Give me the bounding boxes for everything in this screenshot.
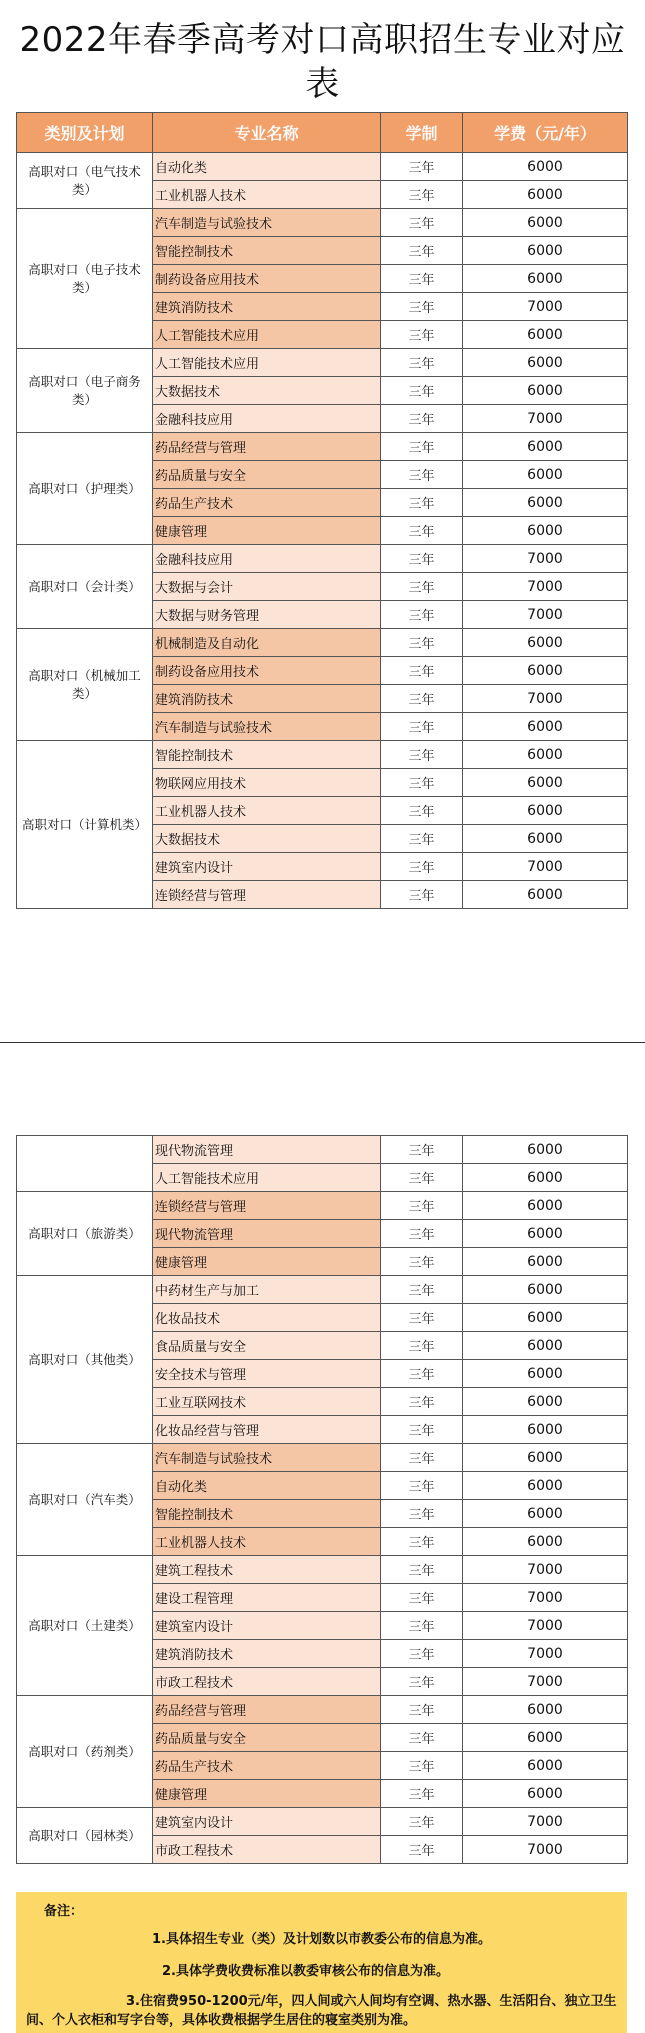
fee-cell: 6000 [463, 321, 628, 349]
duration-cell: 三年 [381, 1444, 463, 1472]
duration-cell: 三年 [381, 1360, 463, 1388]
table-row [17, 1276, 628, 1304]
duration-cell: 三年 [381, 1668, 463, 1696]
duration-cell: 三年 [381, 713, 463, 741]
page-title [0, 18, 645, 106]
fee-cell: 6000 [463, 461, 628, 489]
major-name-cell: 化妆品技术 [153, 1304, 381, 1332]
duration-cell: 三年 [381, 741, 463, 769]
duration-cell: 三年 [381, 1584, 463, 1612]
fee-cell: 7000 [463, 573, 628, 601]
duration-cell: 三年 [381, 489, 463, 517]
duration-cell: 三年 [381, 209, 463, 237]
major-name-cell: 金融科技应用 [153, 545, 381, 573]
major-name-cell: 药品生产技术 [153, 489, 381, 517]
duration-cell: 三年 [381, 881, 463, 909]
fee-cell: 6000 [463, 1164, 628, 1192]
duration-cell: 三年 [381, 237, 463, 265]
duration-cell: 三年 [381, 377, 463, 405]
fee-cell: 6000 [463, 1696, 628, 1724]
major-name-cell: 工业机器人技术 [153, 1528, 381, 1556]
duration-cell: 三年 [381, 461, 463, 489]
major-name-cell: 工业机器人技术 [153, 181, 381, 209]
fee-cell: 6000 [463, 713, 628, 741]
major-name-cell: 建筑工程技术 [153, 1556, 381, 1584]
duration-cell: 三年 [381, 825, 463, 853]
fee-cell: 6000 [463, 1472, 628, 1500]
category-cell [17, 1136, 153, 1192]
major-name-cell: 建筑消防技术 [153, 293, 381, 321]
major-name-cell: 人工智能技术应用 [153, 321, 381, 349]
table-header-row [17, 113, 628, 153]
major-name-cell: 建筑消防技术 [153, 1640, 381, 1668]
major-name-cell: 建设工程管理 [153, 1584, 381, 1612]
major-name-cell: 大数据技术 [153, 377, 381, 405]
major-name-cell: 自动化类 [153, 153, 381, 181]
table-row [17, 1444, 628, 1472]
major-name-cell: 工业互联网技术 [153, 1388, 381, 1416]
fee-cell: 6000 [463, 1304, 628, 1332]
duration-cell: 三年 [381, 1416, 463, 1444]
major-name-cell: 自动化类 [153, 1472, 381, 1500]
fee-cell: 6000 [463, 1360, 628, 1388]
major-name-cell: 药品经营与管理 [153, 433, 381, 461]
duration-cell: 三年 [381, 1528, 463, 1556]
note-item-1: 1.具体招生专业（类）及计划数以市教委公布的信息为准。 [152, 1932, 491, 1947]
table-body-2 [17, 1136, 628, 1864]
title-line-1: 2022年春季高考对口高职招生专业对应 [19, 20, 626, 60]
category-cell: 高职对口（电子技术类） [17, 209, 153, 349]
major-name-cell: 智能控制技术 [153, 741, 381, 769]
fee-cell: 6000 [463, 1724, 628, 1752]
fee-cell: 7000 [463, 1584, 628, 1612]
duration-cell: 三年 [381, 1500, 463, 1528]
fee-cell: 6000 [463, 1528, 628, 1556]
duration-cell: 三年 [381, 1808, 463, 1836]
major-name-cell: 大数据与财务管理 [153, 601, 381, 629]
fee-cell: 6000 [463, 1276, 628, 1304]
fee-cell: 6000 [463, 797, 628, 825]
category-cell: 高职对口（旅游类） [17, 1192, 153, 1276]
fee-cell: 7000 [463, 1668, 628, 1696]
table-row [17, 1136, 628, 1164]
category-cell: 高职对口（计算机类） [17, 741, 153, 909]
major-name-cell: 健康管理 [153, 517, 381, 545]
major-name-cell: 大数据技术 [153, 825, 381, 853]
fee-cell: 6000 [463, 1220, 628, 1248]
table-page-2 [16, 1135, 627, 1864]
table-row [17, 741, 628, 769]
duration-cell: 三年 [381, 1388, 463, 1416]
fee-cell: 7000 [463, 405, 628, 433]
fee-cell: 6000 [463, 1332, 628, 1360]
major-name-cell: 汽车制造与试验技术 [153, 1444, 381, 1472]
page-divider [0, 1042, 645, 1043]
category-cell: 高职对口（机械加工类） [17, 629, 153, 741]
duration-cell: 三年 [381, 349, 463, 377]
fee-cell: 6000 [463, 769, 628, 797]
duration-cell: 三年 [381, 1752, 463, 1780]
fee-cell: 6000 [463, 489, 628, 517]
fee-cell: 6000 [463, 1136, 628, 1164]
table-row [17, 1696, 628, 1724]
major-name-cell: 制药设备应用技术 [153, 265, 381, 293]
major-name-cell: 市政工程技术 [153, 1836, 381, 1864]
fee-cell: 6000 [463, 1500, 628, 1528]
duration-cell: 三年 [381, 1472, 463, 1500]
duration-cell: 三年 [381, 1332, 463, 1360]
fee-cell: 6000 [463, 433, 628, 461]
duration-cell: 三年 [381, 797, 463, 825]
duration-cell: 三年 [381, 1276, 463, 1304]
table-page-1 [16, 112, 627, 909]
category-cell: 高职对口（其他类） [17, 1276, 153, 1444]
fee-cell: 7000 [463, 1640, 628, 1668]
duration-cell: 三年 [381, 265, 463, 293]
category-cell: 高职对口（护理类） [17, 433, 153, 545]
major-name-cell: 连锁经营与管理 [153, 881, 381, 909]
header-fee: 学费（元/年） [463, 113, 628, 153]
fee-cell: 6000 [463, 825, 628, 853]
duration-cell: 三年 [381, 853, 463, 881]
duration-cell: 三年 [381, 1192, 463, 1220]
major-name-cell: 化妆品经营与管理 [153, 1416, 381, 1444]
duration-cell: 三年 [381, 517, 463, 545]
major-name-cell: 建筑室内设计 [153, 1808, 381, 1836]
fee-cell: 6000 [463, 881, 628, 909]
major-name-cell: 连锁经营与管理 [153, 1192, 381, 1220]
major-name-cell: 汽车制造与试验技术 [153, 713, 381, 741]
duration-cell: 三年 [381, 181, 463, 209]
fee-cell: 6000 [463, 1444, 628, 1472]
fee-cell: 7000 [463, 853, 628, 881]
major-name-cell: 安全技术与管理 [153, 1360, 381, 1388]
table-row [17, 153, 628, 181]
fee-cell: 7000 [463, 1836, 628, 1864]
major-name-cell: 人工智能技术应用 [153, 349, 381, 377]
major-name-cell: 智能控制技术 [153, 1500, 381, 1528]
fee-cell: 7000 [463, 545, 628, 573]
fee-cell: 6000 [463, 265, 628, 293]
duration-cell: 三年 [381, 1836, 463, 1864]
major-name-cell: 人工智能技术应用 [153, 1164, 381, 1192]
fee-cell: 6000 [463, 1388, 628, 1416]
major-name-cell: 建筑室内设计 [153, 853, 381, 881]
major-name-cell: 大数据与会计 [153, 573, 381, 601]
category-cell: 高职对口（药剂类） [17, 1696, 153, 1808]
table-row [17, 209, 628, 237]
note-item-2: 2.具体学费收费标准以教委审核公布的信息为准。 [162, 1964, 449, 1979]
major-name-cell: 药品质量与安全 [153, 461, 381, 489]
major-name-cell: 建筑消防技术 [153, 685, 381, 713]
table-row [17, 349, 628, 377]
fee-cell: 7000 [463, 601, 628, 629]
duration-cell: 三年 [381, 573, 463, 601]
fee-cell: 7000 [463, 685, 628, 713]
table-body-1 [17, 153, 628, 909]
duration-cell: 三年 [381, 1248, 463, 1276]
fee-cell: 6000 [463, 237, 628, 265]
duration-cell: 三年 [381, 293, 463, 321]
duration-cell: 三年 [381, 1220, 463, 1248]
fee-cell: 6000 [463, 153, 628, 181]
category-cell: 高职对口（电气技术类） [17, 153, 153, 209]
duration-cell: 三年 [381, 1304, 463, 1332]
duration-cell: 三年 [381, 1696, 463, 1724]
major-name-cell: 健康管理 [153, 1248, 381, 1276]
fee-cell: 6000 [463, 349, 628, 377]
major-name-cell: 中药材生产与加工 [153, 1276, 381, 1304]
duration-cell: 三年 [381, 1556, 463, 1584]
fee-cell: 6000 [463, 629, 628, 657]
major-name-cell: 现代物流管理 [153, 1220, 381, 1248]
category-cell: 高职对口（园林类） [17, 1808, 153, 1864]
fee-cell: 6000 [463, 1752, 628, 1780]
duration-cell: 三年 [381, 433, 463, 461]
duration-cell: 三年 [381, 1612, 463, 1640]
fee-cell: 7000 [463, 1808, 628, 1836]
category-cell: 高职对口（会计类） [17, 545, 153, 629]
majors-table-1 [16, 112, 628, 909]
major-name-cell: 市政工程技术 [153, 1668, 381, 1696]
notes-panel [16, 1892, 627, 2033]
fee-cell: 6000 [463, 1780, 628, 1808]
fee-cell: 6000 [463, 377, 628, 405]
major-name-cell: 机械制造及自动化 [153, 629, 381, 657]
fee-cell: 7000 [463, 293, 628, 321]
major-name-cell: 现代物流管理 [153, 1136, 381, 1164]
duration-cell: 三年 [381, 601, 463, 629]
category-cell: 高职对口（土建类） [17, 1556, 153, 1696]
duration-cell: 三年 [381, 1724, 463, 1752]
table-row [17, 545, 628, 573]
fee-cell: 6000 [463, 1248, 628, 1276]
major-name-cell: 建筑室内设计 [153, 1612, 381, 1640]
table-row [17, 433, 628, 461]
header-category: 类别及计划 [17, 113, 153, 153]
duration-cell: 三年 [381, 1640, 463, 1668]
duration-cell: 三年 [381, 545, 463, 573]
category-cell: 高职对口（电子商务类） [17, 349, 153, 433]
category-cell: 高职对口（汽车类） [17, 1444, 153, 1556]
major-name-cell: 金融科技应用 [153, 405, 381, 433]
fee-cell: 6000 [463, 741, 628, 769]
table-row [17, 629, 628, 657]
duration-cell: 三年 [381, 321, 463, 349]
fee-cell: 7000 [463, 1612, 628, 1640]
major-name-cell: 食品质量与安全 [153, 1332, 381, 1360]
duration-cell: 三年 [381, 1164, 463, 1192]
duration-cell: 三年 [381, 153, 463, 181]
fee-cell: 6000 [463, 657, 628, 685]
duration-cell: 三年 [381, 1780, 463, 1808]
major-name-cell: 工业机器人技术 [153, 797, 381, 825]
fee-cell: 6000 [463, 1192, 628, 1220]
header-duration: 学制 [381, 113, 463, 153]
fee-cell: 6000 [463, 209, 628, 237]
table-row [17, 1556, 628, 1584]
notes-header: 备注： [44, 1904, 84, 1919]
major-name-cell: 健康管理 [153, 1780, 381, 1808]
fee-cell: 6000 [463, 181, 628, 209]
fee-cell: 6000 [463, 1416, 628, 1444]
major-name-cell: 制药设备应用技术 [153, 657, 381, 685]
header-major: 专业名称 [153, 113, 381, 153]
fee-cell: 7000 [463, 1556, 628, 1584]
table-row [17, 1192, 628, 1220]
duration-cell: 三年 [381, 629, 463, 657]
title-line-2: 表 [305, 64, 340, 104]
duration-cell: 三年 [381, 1136, 463, 1164]
duration-cell: 三年 [381, 769, 463, 797]
duration-cell: 三年 [381, 685, 463, 713]
major-name-cell: 药品质量与安全 [153, 1724, 381, 1752]
majors-table-2 [16, 1135, 628, 1864]
major-name-cell: 汽车制造与试验技术 [153, 209, 381, 237]
table-row [17, 1808, 628, 1836]
major-name-cell: 智能控制技术 [153, 237, 381, 265]
duration-cell: 三年 [381, 657, 463, 685]
fee-cell: 6000 [463, 517, 628, 545]
duration-cell: 三年 [381, 405, 463, 433]
major-name-cell: 药品生产技术 [153, 1752, 381, 1780]
note-item-3: 3.住宿费950-1200元/年，四人间或六人间均有空调、热水器、生活阳台、独立卫生间、个人衣柜和写字台等，具体收费根据学生居住的寝室类别为准。 [26, 1994, 617, 2028]
major-name-cell: 药品经营与管理 [153, 1696, 381, 1724]
major-name-cell: 物联网应用技术 [153, 769, 381, 797]
